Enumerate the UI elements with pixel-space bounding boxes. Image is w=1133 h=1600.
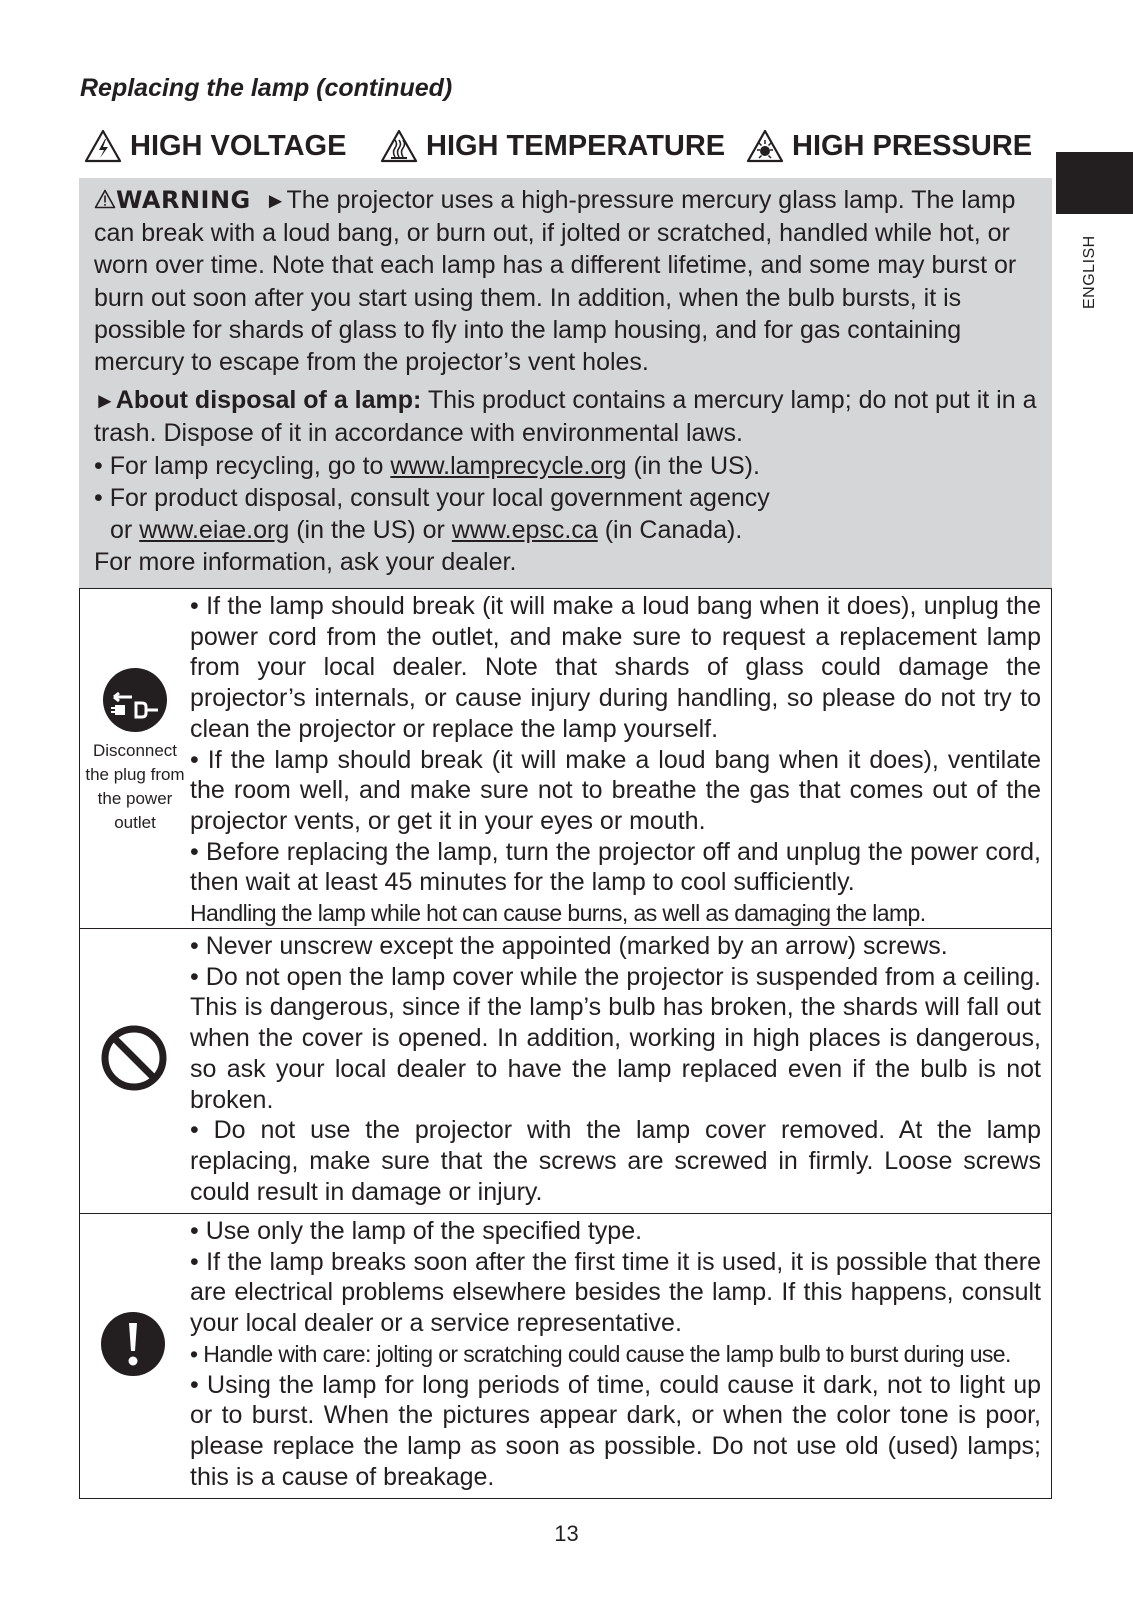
icon-cell	[80, 1214, 190, 1498]
epsc-link[interactable]: www.epsc.ca	[451, 516, 598, 545]
prohibited-icon	[100, 1024, 168, 1092]
hazard-high-voltage	[84, 128, 346, 164]
section-subtitle: Replacing the lamp (continued)	[80, 74, 453, 102]
disposal-bullet: • For product disposal, consult your local government agency	[94, 483, 770, 512]
list-item: Handling the lamp while hot can cause burns, as well as damaging the lamp.	[190, 900, 926, 927]
table-row	[80, 588, 1051, 928]
list-item: • Before replacing the lamp, turn the projector off and unplug the power cord, then wait at least 45 minutes for the lamp to cool sufficiently.	[190, 837, 1041, 897]
lamprecycle-link[interactable]: www.lamprecycle.org	[390, 451, 627, 480]
disposal-heading: About disposal of a lamp:	[115, 386, 422, 415]
table-row	[80, 928, 1051, 1213]
recycle-bullet: • For lamp recycling, go to www.lamprecycle.org (in the US).	[94, 451, 760, 480]
list-item: • Handle with care: jolting or scratching could cause the lamp bulb to burst during use.	[190, 1340, 1011, 1367]
list-item: • Use only the lamp of the specified type.	[190, 1217, 643, 1245]
high-temperature-icon	[380, 128, 418, 164]
arrow-right-icon: ►	[264, 188, 287, 213]
text-cell	[190, 1214, 1051, 1498]
page-number: 13	[554, 1521, 579, 1546]
list-item: • Do not use the projector with the lamp cover removed. At the lamp replacing, make sure that the screws are screwed in firmly. Loose screws could result in damage or injury.	[190, 1116, 1041, 1206]
disposal-paragraph	[94, 384, 1038, 449]
high-voltage-icon	[84, 128, 122, 164]
table-row	[80, 1213, 1051, 1498]
hazard-label: HIGH TEMPERATURE	[426, 129, 726, 162]
hazard-label: HIGH PRESSURE	[792, 129, 1033, 162]
icon-cell	[80, 929, 190, 1213]
list-item: • If the lamp should break (it will make a loud bang when it does), ventilate the room well, and make sure not to breathe the gas that comes out of the projector vents, or get it in your eyes or mouth.	[190, 745, 1041, 835]
icon-caption: Disconnect the plug from the power outlet	[85, 741, 185, 832]
disconnect-plug-icon	[102, 667, 168, 733]
warning-text: The projector uses a high-pressure mercury glass lamp. The lamp can break with a loud bang, or burn out, if jolted or scratched, handled while hot, or worn over time. Note that each lamp has a different lifetime, and some may burst or burn out soon after you start using them. In addition, when the bulb bursts, it is possible for shards of glass to fly into the lamp housing, and for gas containing mercury to escape from the projector’s vent holes.	[94, 186, 1017, 377]
arrow-right-icon: ►	[94, 388, 116, 414]
language-label: ENGLISH	[1081, 235, 1098, 309]
list-item: • Never unscrew except the appointed (marked by an arrow) screws.	[190, 932, 948, 960]
warning-paragraph	[94, 184, 1038, 378]
hazard-banner	[84, 128, 1052, 168]
text-cell	[190, 929, 1051, 1213]
language-tab	[1056, 152, 1133, 214]
disposal-links: or www.eiae.org (in the US) or www.epsc.ca (in Canada).	[110, 516, 743, 545]
list-item: • Do not open the lamp cover while the projector is suspended from a ceiling. This is dangerous, since if the lamp’s bulb has broken, the shards will fall out when the cover is opened. In addition, working in high places is dangerous, so ask your local dealer to have the lamp replaced even if the bulb is not broken.	[190, 962, 1041, 1114]
warning-label: WARNING	[116, 186, 251, 214]
icon-cell	[80, 589, 190, 928]
list-item: • If the lamp breaks soon after the first time it is used, it is possible that there are electrical problems elsewhere besides the lamp. If this happens, consult your local dealer or a service representative.	[190, 1247, 1041, 1338]
more-info: For more information, ask your dealer.	[94, 548, 517, 577]
hazard-label: HIGH VOLTAGE	[130, 129, 347, 162]
disposal-text: This product contains a mercury lamp; do not put it in a trash. Dispose of it in accordance with environmental laws.	[94, 386, 1037, 448]
high-pressure-icon	[746, 128, 784, 164]
mandatory-action-icon	[100, 1311, 166, 1377]
safety-table	[79, 588, 1052, 1499]
hazard-high-pressure	[746, 128, 1032, 164]
eiae-link[interactable]: www.eiae.org	[139, 516, 290, 545]
hazard-high-temperature	[380, 128, 725, 164]
list-item: • Using the lamp for long periods of time, could cause it dark, not to light up or to burst. When the pictures appear dark, or when the color tone is poor, please replace the lamp as soon as possible. Do not use old (used) lamps; this is a cause of breakage.	[190, 1370, 1041, 1491]
text-cell	[190, 589, 1051, 928]
list-item: • If the lamp should break (it will make a loud bang when it does), unplug the power cord from the outlet, and make sure to request a replacement lamp from your local dealer. Note that shards of glass could damage the projector’s internals, or cause injury during handling, so please do not try to clean the projector or replace the lamp yourself.	[190, 592, 1041, 743]
warning-triangle-icon	[94, 189, 116, 209]
warning-box	[79, 178, 1052, 588]
